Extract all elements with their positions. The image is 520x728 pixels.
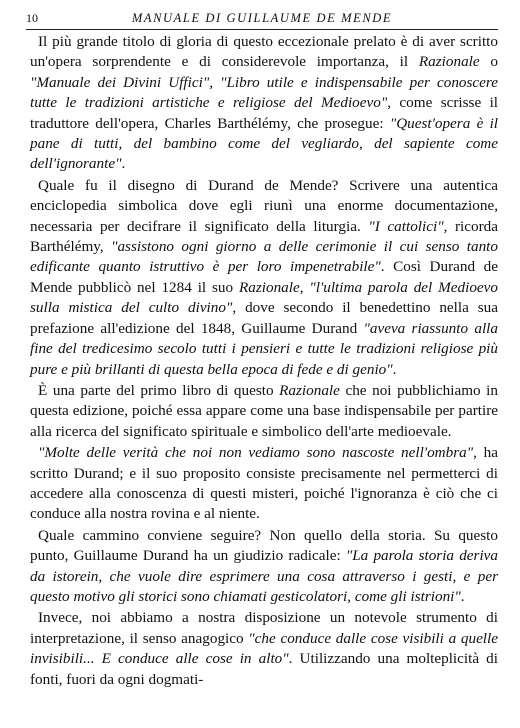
italic-text: "La parola storia deriva da istorein, che vuole dire esprimere una cosa attraverso i gesti, e per questo motivo gli storici sono chiamati gesticolatori, come gli istrioni"	[30, 547, 498, 605]
text-run: Il più grande titolo di gloria di questo eccezionale prelato è di aver scritto un'opera sorprendente e di considerevole importanza, il	[30, 33, 498, 71]
running-head	[26, 8, 498, 30]
italic-text: "Quest'opera è il pane di tutti, del bambino come del vegliardo, del sapiente come dell'ignorante"	[30, 114, 499, 173]
text-run: .	[460, 587, 465, 605]
text-run: , ha scritto Durand; e il suo proposito consiste precisamente nel permetterci di accedere alla conoscenza di questi misteri, poiché l'ignoranza è ciò che ci conduce alla nostra rovina e al niente.	[30, 444, 498, 523]
text-run: che noi pubblichiamo in questa edizione, poiché essa appare come una base indispensabile per partire alla ricerca del significato spirituale e simbolico dell'arte medioevale.	[30, 381, 498, 440]
italic-text: "l'ultima parola del Medioevo sulla mistica del culto divino"	[30, 278, 499, 317]
header-rule	[26, 29, 498, 30]
italic-text: Razionale	[238, 278, 300, 296]
italic-text: "I cattolici"	[368, 217, 444, 235]
paragraph	[30, 32, 498, 175]
text-run: o	[479, 53, 498, 71]
text-run: . Utilizzando una molteplicità di fonti, fuori da ogni dogmati-	[30, 650, 498, 688]
text-run: , dove secondo il benedettino nella sua prefazione all'edizione del 1848, Guillaume Durand	[30, 299, 499, 337]
paragraph	[30, 608, 498, 690]
text-run: ,	[299, 278, 310, 296]
italic-text: "che conduce dalle cose visibili a quelle invisibili... E conduce alle cose in alto"	[30, 629, 498, 668]
text-run: .	[392, 360, 397, 378]
body-text	[30, 32, 498, 691]
text-run: , come scrisse il traduttore dell'opera, Charles Barthélémy, che prosegue:	[30, 94, 499, 132]
text-run: Quale cammino conviene seguire? Non quello della storia. Su questo punto, Guillaume Durand ha un giudizio radicale:	[30, 526, 498, 565]
text-run: . Così Durand de Mende pubblicò nel 1284 il suo	[30, 258, 498, 296]
text-run: .	[121, 155, 126, 173]
paragraph	[30, 526, 498, 608]
italic-text: "assistono ogni giorno a delle cerimonie il cui senso tanto edificante quanto istruttivo è per loro impenetrabile"	[30, 238, 498, 276]
italic-text: Razionale	[279, 381, 340, 399]
italic-text: "aveva riassunto alla fine del tredicesimo secolo tutti i pensieri e tutte le tradizioni religiose più pure e più brillanti di questa bella epoca di fede e di genio"	[30, 319, 498, 378]
running-title: MANUALE DI GUILLAUME DE MENDE	[131, 11, 393, 25]
page-number: 10	[26, 11, 38, 25]
italic-text: Razionale	[418, 53, 480, 71]
paragraph	[30, 381, 498, 442]
text-run: Invece, noi abbiamo a nostra disposizione un notevole strumento di interpretazione, il senso anagogico	[30, 609, 498, 647]
text-run: , ricorda Barthélémy,	[30, 217, 498, 256]
italic-text: "Manuale dei Divini Uffici", "Libro utile e indispensabile per conoscere tutte le tradizioni artistiche e religiose del Medioevo"	[30, 73, 498, 112]
italic-text: "Molte delle verità che noi non vediamo sono nascoste nell'ombra"	[38, 444, 474, 462]
paragraph	[30, 443, 498, 525]
text-run: È una parte del primo libro di questo	[38, 381, 280, 399]
text-run: Quale fu il disegno di Durand de Mende? Scrivere una autentica enciclopedia simbolica dove egli riunì una enorme documentazione, necessaria per decifrare il significato della liturgia.	[30, 176, 498, 235]
paragraph	[30, 176, 498, 380]
